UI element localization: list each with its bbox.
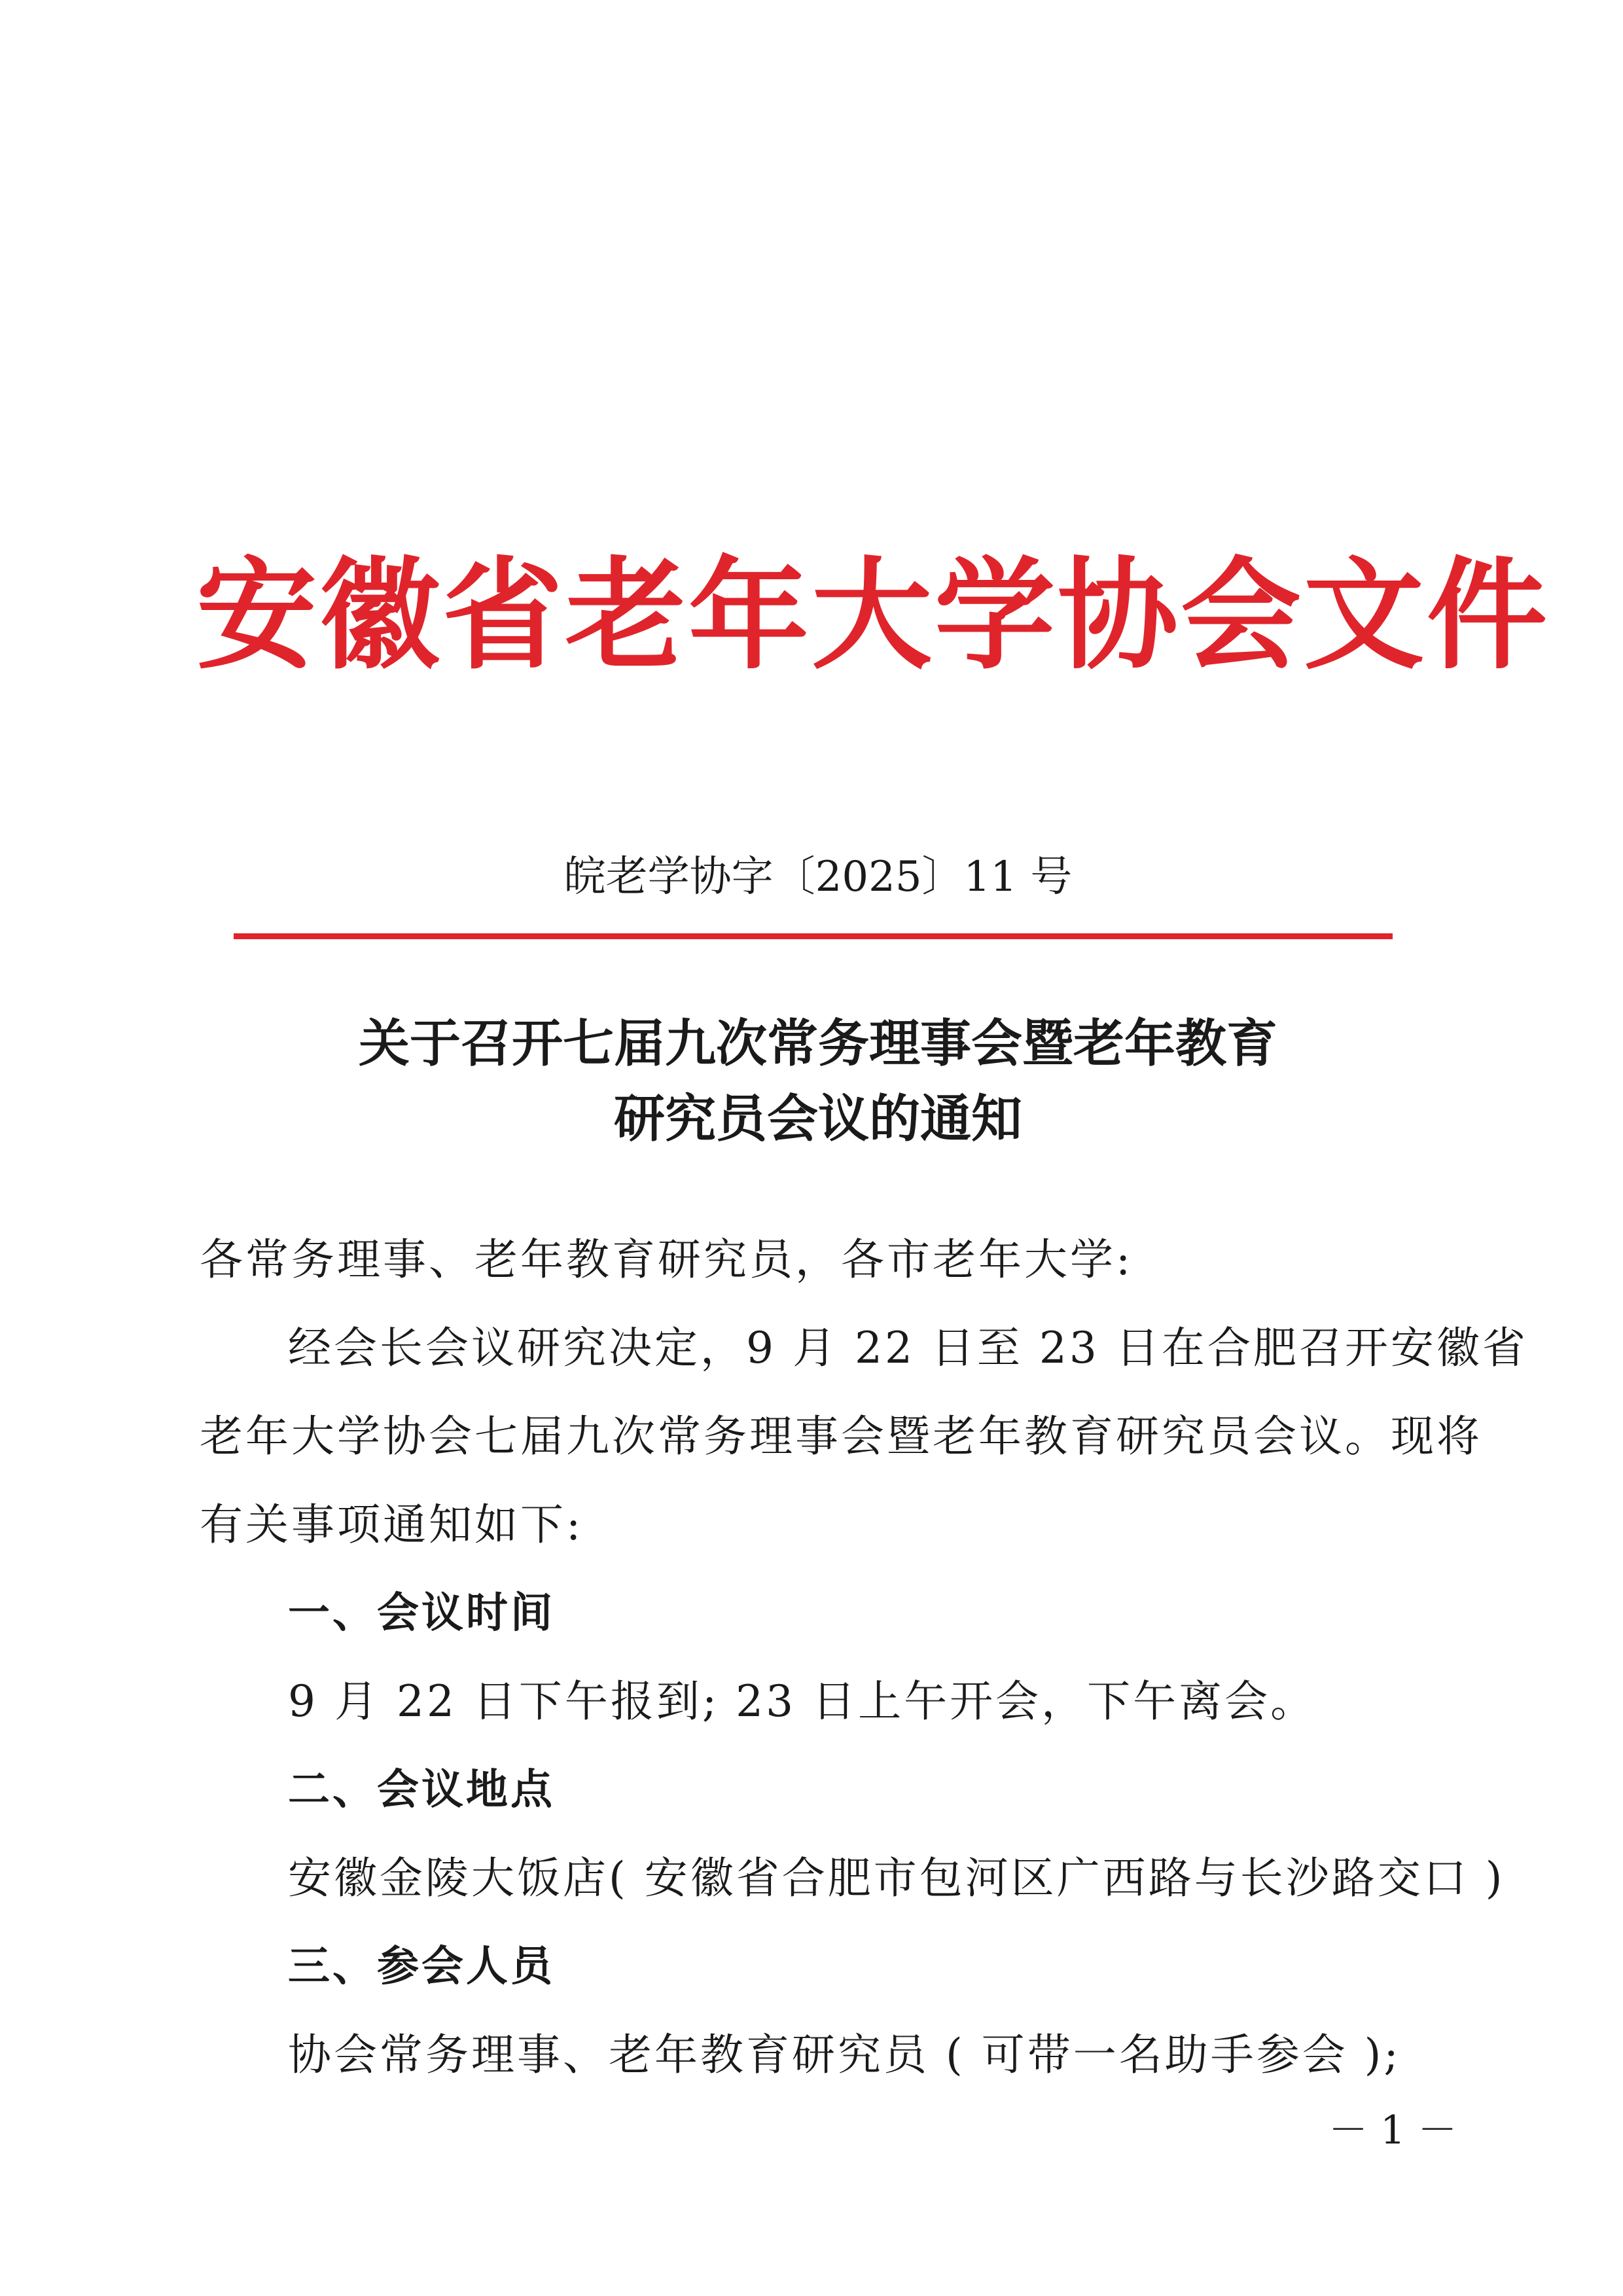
header-divider (234, 933, 1393, 939)
salutation: 各常务理事、老年教育研究员，各市老年大学: (200, 1234, 1133, 1285)
section-body-venue: 安徽金陵大饭店( 安徽省合肥市包河区广西路与长沙路交口 ) (288, 1853, 1505, 1903)
intro-line-2: 老年大学协会七届九次常务理事会暨老年教育研究员会议。现将 (200, 1411, 1482, 1462)
notice-title-line-1: 关于召开七届九次常务理事会暨老年教育 (358, 1014, 1277, 1073)
section-heading-venue: 二、会议地点 (288, 1766, 555, 1814)
section-body-attendees: 协会常务理事、老年教育研究员 ( 可带一名助手参会 ); (288, 2030, 1401, 2080)
section-heading-time: 一、会议时间 (288, 1589, 555, 1638)
document-number: 皖老学协字〔2025〕11 号 (563, 853, 1073, 901)
intro-line-1: 经会长会议研究决定，9 月 22 日至 23 日在合肥召开安徽省 (288, 1323, 1528, 1373)
document-masthead: 安徽省老年大学协会文件 (196, 545, 1550, 686)
section-heading-attendees: 三、参会人员 (288, 1943, 555, 1991)
page-number: － 1 － (1329, 2108, 1457, 2153)
intro-line-3: 有关事项通知如下: (200, 1499, 584, 1550)
notice-title-line-2: 研究员会议的通知 (613, 1089, 1022, 1149)
section-body-time: 9 月 22 日下午报到; 23 日上午开会，下午离会。 (288, 1676, 1317, 1727)
